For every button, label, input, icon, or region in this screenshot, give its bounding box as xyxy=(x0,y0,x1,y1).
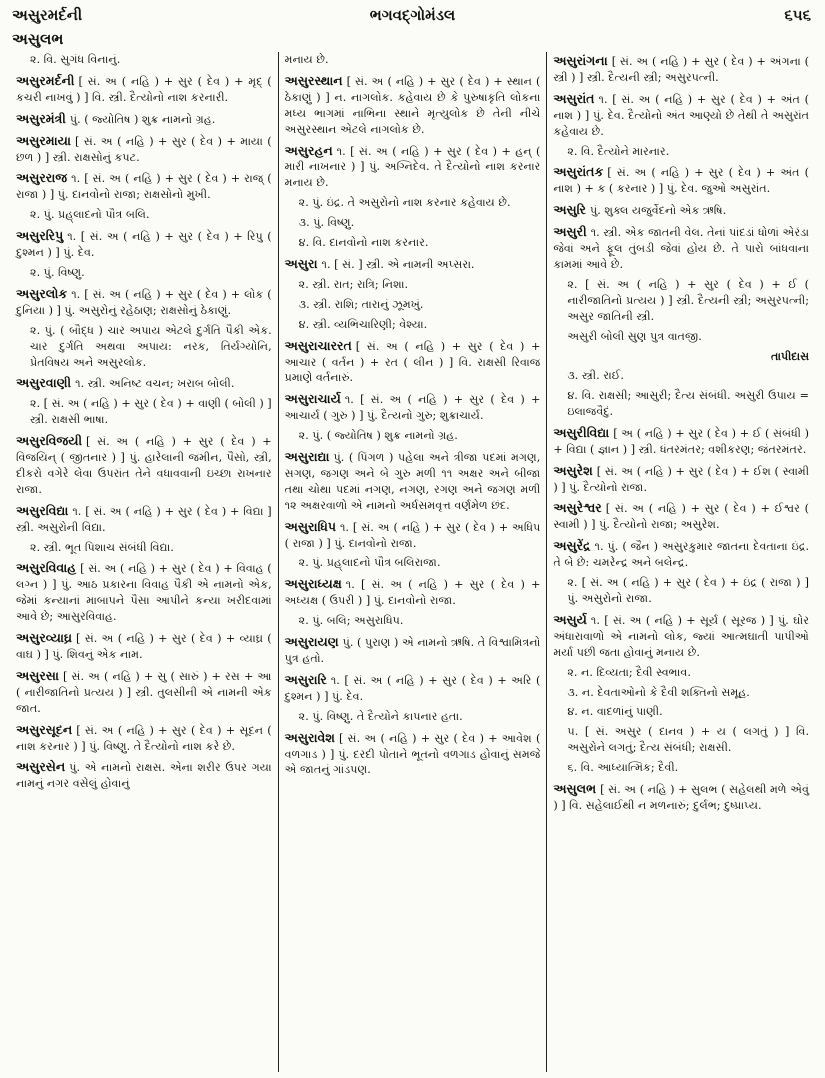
definition: ૨. પું. વિષ્ણુ. તે દૈત્યોને કાપનાર હતા. xyxy=(298,709,463,723)
dictionary-entry xyxy=(16,502,272,536)
entry-sense xyxy=(553,685,809,701)
entry-sense xyxy=(285,709,541,725)
dictionary-columns xyxy=(10,52,815,1072)
definition: ૧. [ સં. અ ( નહિ ) + સૂર્ય ( સૂરજ ) ] પું. ઘોર અંધારાવાળો એ નામનો લોક, જ્યાં આત્મઘાતી પાપીઓ મર્યા પછી જતા હોવાનું મનાય છે. xyxy=(553,613,810,659)
dictionary-entry xyxy=(553,163,809,197)
dictionary-entry xyxy=(553,223,809,273)
definition: ૧. [ સં. અ ( નહિ ) + સુર ( દેવ ) + વિદ્યા ] સ્ત્રી. અસુરોની વિદ્યા. xyxy=(16,504,272,534)
definition: [ સં. અ ( નહિ ) + સુર ( દેવ ) + અંત ( નાશ ) + ક ( કરનાર ) ] પું. દેવ. જુઓ અસુરાંત. xyxy=(553,166,810,196)
headword: અસુરસેન xyxy=(16,759,66,775)
page-header xyxy=(0,0,825,30)
definition: ૪. વિ. રાક્ષસી; આસુરી; દૈત્ય સંબંધી. અસુરી ઉપાય = ઇલાજવૈદું. xyxy=(567,389,810,418)
entry-sense xyxy=(553,277,809,325)
dictionary-entry xyxy=(285,671,541,705)
left-guide-word: અસુરમર્દની xyxy=(12,6,83,24)
headword: અસુરરાજ xyxy=(16,170,68,186)
definition: તાપીદાસ xyxy=(770,349,810,363)
dictionary-entry xyxy=(16,432,272,498)
dictionary-entry xyxy=(553,537,809,571)
headword: અસુરવિદ્યા xyxy=(16,502,69,518)
dictionary-entry xyxy=(16,227,272,261)
headword: અસુરવિજયી xyxy=(16,433,83,449)
definition: [ અ ( નહિ ) + સુર ( દેવ ) + ઈ ( સંબંધી ) + વિદ્યા ( જ્ઞાન ) ] સ્ત્રી. ધંતરમંતર; વશીકરણ; જંતરમંતર. xyxy=(553,426,810,456)
entry-sense xyxy=(16,323,272,371)
definition: [ સં. અ ( નહિ ) + સુર ( દેવ ) + આચાર ( વર્તન ) + રત ( લીન ) ] વિ. રાક્ષસી રિવાજ પ્રમાણે વર્તનારું. xyxy=(284,339,541,385)
definition: અસુરી બોલી સુણ પુત્ર વાતજી. xyxy=(567,329,702,343)
headword: અસુરાંતક xyxy=(553,164,604,180)
dictionary-entry xyxy=(16,721,272,755)
dictionary-entry xyxy=(285,390,541,424)
entry-sense xyxy=(285,215,541,231)
column-3 xyxy=(546,52,815,1072)
definition: ૨. વિ. દૈત્યોને મારનાર. xyxy=(567,144,670,158)
headword: અસુરવ્યાઘ્ર xyxy=(16,630,73,646)
definition: ૧. [ સં. અ ( નહિ ) + સુર ( દેવ ) + અંત ( નાશ ) ] પું. દેવ. દૈત્યોનો અંત આણ્યો છે તેથી તે અસુરાંત કહેવાય છે. xyxy=(553,92,810,138)
headword: અસુરિ xyxy=(553,202,586,218)
dictionary-entry xyxy=(553,499,809,533)
definition: ૧. [ સં. અ ( નહિ ) + સુર ( દેવ ) + લોક ( દુનિયા ) ] પું. અસુરોનું રહેઠાણ; રાક્ષસોનું ઠેકાણું. xyxy=(16,287,272,317)
definition: ૪. ન. વાદળાંનું પાણી. xyxy=(567,705,663,719)
dictionary-entry xyxy=(285,255,541,273)
entry-sense xyxy=(285,235,541,251)
dictionary-entry xyxy=(16,667,272,717)
definition: ૨. [ સં. અ ( નહિ ) + સુર ( દેવ ) + વાણી ( બોલી ) ] સ્ત્રી. રાક્ષસી ભાષા. xyxy=(30,397,272,427)
definition: ૩. સ્ત્રી. રાઈ. xyxy=(567,369,624,383)
definition: પું. ( પુરાણ ) એ નામનો ઋષિ. તે વિશ્વામિત્રનો પુત્ર હતો. xyxy=(284,636,541,665)
definition: પું. શુક્લ યજુર્વેદનો એક ઋષિ. xyxy=(589,204,727,218)
definition: ૨. સ્ત્રી. ભૂત પિશાચ સંબંધી વિદ્યા. xyxy=(30,540,174,554)
entry-sense xyxy=(553,760,809,776)
definition: ૩. સ્ત્રી. રાશિ; તારાનું ઝૂમખું. xyxy=(298,297,424,311)
dictionary-entry xyxy=(16,132,272,166)
headword: અસુરાચારરત xyxy=(284,337,352,353)
definition: ૧. [ સં. અ ( નહિ ) + સુર ( દેવ ) + હન્ ( મારી નાખનાર ) ] પું. અગ્નિદેવ. તે દૈત્યોનો નાશ કરનાર મનાય છે. xyxy=(284,144,541,190)
headword: અસુરસ્થાન xyxy=(284,72,343,88)
definition: [ સં. અ ( નહિ ) + સુ ( સારું ) + રસ + આ ( નારીજાતિનો પ્રત્યય ) ] સ્ત્રી. તુલસીની એ નામની એક જાત. xyxy=(16,669,272,715)
dictionary-entry xyxy=(16,169,272,203)
dictionary-entry xyxy=(553,611,809,661)
entry-sense xyxy=(16,265,272,281)
dictionary-entry xyxy=(16,72,272,106)
definition: ૨. ન. દિવ્યતા; દૈવી સ્વભાવ. xyxy=(567,665,691,679)
definition: ૨. વિ. સુગંધ વિનાનું. xyxy=(30,53,121,66)
definition: ૩. પું. વિષ્ણુ. xyxy=(298,216,355,230)
definition: ૨. [ સં. અ ( નહિ ) + સુર ( દેવ ) + ઈ ( નારીજાતિનો પ્રત્યય ) ] સ્ત્રી. દૈત્યની સ્ત્રી; અસુરપત્ની; અસુર જાતિની સ્ત્રી. xyxy=(567,277,810,323)
definition: [ સં. અ ( નહિ ) + સુર ( દેવ ) + અંગના ( સ્ત્રી ) ] સ્ત્રી. દૈત્યની સ્ત્રી; અસુરપત્ની. xyxy=(553,55,810,84)
headword: અસુરાંત xyxy=(553,90,595,106)
entry-sense xyxy=(553,575,809,607)
definition: [ સં. અ ( નહિ ) + સુર ( દેવ ) + માયા ( છળ ) ] સ્ત્રી. રાક્ષસોનું કપટ. xyxy=(16,134,272,164)
entry-sense xyxy=(553,724,809,756)
dictionary-entry xyxy=(285,142,541,192)
headword: અસુરેશ xyxy=(553,462,593,478)
entry-sense xyxy=(16,540,272,556)
dictionary-entry xyxy=(16,285,272,319)
definition: [ સં. અ ( નહિ ) + સુર ( દેવ ) + વિજયિન્ ( જીતનાર ) ] પું. હારેલાની જમીન, પૈસો, સ્ત્રી, દીકરો વગેરે લેવા ઉપરાંત તેને વધાવવાની ઇચ્છા રાખનાર રાજા. xyxy=(16,435,272,496)
headword: અસુર્ય xyxy=(553,611,587,627)
definition: ૬. વિ. આધ્યાત્મિક; દૈવી. xyxy=(567,761,679,775)
definition: ૨. [ સં. અ ( નહિ ) + સુર ( દેવ ) + ઇંદ્ર ( રાજા ) ] પું. અસુરોનો રાજા. xyxy=(567,576,810,605)
headword: અસુલભ xyxy=(553,781,597,797)
headword: અસુરાધિપ xyxy=(284,518,336,534)
headword: અસુરમર્દની xyxy=(16,72,75,88)
dictionary-entry xyxy=(285,448,541,514)
definition: ૧. [ સં. અ ( નહિ ) + સુર ( દેવ ) + આચાર્ય ( ગુરુ ) ] પું. દૈત્યનો ગુરુ; શુક્રાચાર્ય. xyxy=(284,393,541,423)
entry-sense xyxy=(16,396,272,428)
headword: અસુરાધ્યક્ષ xyxy=(284,576,342,592)
headword: અસુરી xyxy=(553,224,587,240)
headword: અસુરા xyxy=(284,255,318,271)
dictionary-entry xyxy=(553,462,809,496)
dictionary-entry xyxy=(553,90,809,140)
definition: પું. એ નામનો રાક્ષસ. એના શરીર ઉપર ગયા નામનું નગર વસેલું હોવાનું xyxy=(16,761,272,791)
dictionary-entry xyxy=(553,424,809,458)
definition: ૧. [ સં. અ ( નહિ ) + સુર ( દેવ ) + અધિપ ( રાજા ) ] પું. દાનવોનો રાજા. xyxy=(284,520,541,550)
entry-sense xyxy=(285,317,541,333)
dictionary-entry xyxy=(285,575,541,609)
definition: ૨. સ્ત્રી. રાત; રાત્રિ; નિશા. xyxy=(298,277,408,291)
book-title: ભગવદ્‌ગોમંડલ xyxy=(369,6,456,24)
definition: ૧. [ સં. અ ( નહિ ) + સુર ( દેવ ) + રિપુ ( દુશ્મન ) ] પું. દેવ. xyxy=(16,230,272,260)
definition: ૪. સ્ત્રી. વ્યભિચારિણી; વેશ્યા. xyxy=(298,317,428,331)
definition: ૧. [ સં. ] સ્ત્રી. એ નામની અપ્સરા. xyxy=(321,257,475,271)
headword: અસુરાચાર્ય xyxy=(284,391,341,407)
definition: ૨. પું. ( બૌદ્ધ ) ચાર અપાય એટલે દુર્ગતિ પૈકી એક. ચાર દુર્ગતિ અથવા અપાય: નરક, તિર્યગ્યોનિ, પ્રેતવિષય અને અસુરલોક. xyxy=(30,323,272,369)
headword: અસુરરિપુ xyxy=(16,228,64,244)
headword: અસુરહન xyxy=(284,142,333,158)
headword: અસુરીવિદ્યા xyxy=(553,424,610,440)
entry-sense xyxy=(16,207,272,223)
entry-sense xyxy=(553,388,809,420)
entry-sense xyxy=(285,52,541,68)
definition: [ સં. અ ( નહિ ) + સુર ( દેવ ) + સૂદન ( નાશ કરનાર ) ] પું. વિષ્ણુ. તે દૈત્યોનો નાશ કરે છે. xyxy=(16,723,272,753)
definition: [ સં. અ ( નહિ ) + સુર ( દેવ ) + સ્થાન ( ઠેકાણું ) ] ન. નાગલોક. કહેવાય છે કે પુરુષાકૃતિ લોકના મધ્ય ભાગમાં નાભિના સ્થાને મૃત્યુલોક છે તેની નીચે અસુરસ્થાન એટલે નાગલોક છે. xyxy=(284,74,541,136)
definition: [ સં. અ ( નહિ ) + સુર ( દેવ ) + વિવાહ ( લગ્ન ) ] પું. આઠ પ્રકારના વિવાહ પૈકી એ નામનો એક, જેમાં કન્યાનાં માબાપને પૈસા આપીને કન્યા ખરીદવામાં આવે છે; આસુરવિવાહ. xyxy=(16,562,272,624)
definition: ૨. પું. બલિ; અસુરાધિપ. xyxy=(298,614,404,628)
headword: અસુરવિવાહ xyxy=(16,560,77,576)
definition: ૧. સ્ત્રી. અનિષ્ટ વચન; ખરાબ બોલી. xyxy=(75,377,235,391)
dictionary-entry xyxy=(16,110,272,128)
dictionary-entry xyxy=(16,374,272,392)
headword: અસુરલોક xyxy=(16,285,68,301)
definition: પું. ( પિંગળ ) પહેલા અને ત્રીજા પદમાં મગણ, સગણ, જગણ અને બે ગુરુ મળી ૧૧ અક્ષર અને બીજા તથા ચોથા પદમાં નગણ, નગણ, રગણ અને જગણ મળી ૧૨ અક્ષરવાળો એ નામનો અર્ધસમવૃત્ત વર્ણમેળ છંદ. xyxy=(284,451,541,512)
entry-sense xyxy=(285,555,541,571)
column-1 xyxy=(10,52,278,1072)
entry-sense xyxy=(553,368,809,384)
definition: ૧. [ સં. અ ( નહિ ) + સુર ( દેવ ) + અધ્યક્ષ ( ઉપરી ) ] પું. દાનવોનો રાજા. xyxy=(284,578,541,608)
headword: અસુરેંદ્ર xyxy=(553,538,591,554)
dictionary-entry xyxy=(285,72,541,138)
definition: ૧. [ સં. અ ( નહિ ) + સુર ( દેવ ) + રાજ્ ( રાજા ) ] પું. દાનવોનો રાજા; રાક્ષસોનો મુખી. xyxy=(16,172,272,202)
definition: પું. ( જ્યોતિષ ) શુક્ર નામનો ગ્રહ. xyxy=(69,112,216,126)
definition: [ સં. અ ( નહિ ) + સુર ( દેવ ) + મૃદ્ ( કચરી નાખવું ) ] વિ. સ્ત્રી. દૈત્યોનો નાશ કરનારી. xyxy=(16,74,272,104)
dictionary-entry xyxy=(553,780,809,814)
headword: અસુરવાણી xyxy=(16,375,72,391)
definition: ૧. સ્ત્રી. એક જાતની વેલ. તેનાં પાંદડાં ધોળાં એરંડા જેવાં અને ફૂલ તુંબડી જેવાં હોય છે. તે પારો બાંધવાના કામમાં આવે છે. xyxy=(553,226,810,271)
definition: ૪. વિ. દાનવોનો નાશ કરનાર. xyxy=(298,236,429,250)
headword: અસુરાવેશ xyxy=(284,729,335,745)
headword: અસુરાંગના xyxy=(553,53,608,68)
definition: ૨. પું. ઇંદ્ર. તે અસુરોનો નાશ કરનાર કહેવાય છે. xyxy=(298,196,511,210)
definition: [ સં. અ ( નહિ ) + સુર ( દેવ ) + ઈશ્વર ( સ્વામી ) ] પું. દૈત્યોનો રાજા; અસુરેશ. xyxy=(553,502,810,532)
entry-sense xyxy=(285,195,541,211)
definition: [ સં. અ ( નહિ ) + સુર ( દેવ ) + ઈશ ( સ્વામી ) ] પું. દૈત્યોનો રાજા. xyxy=(553,464,810,494)
definition: ૩. ન. દેવતાઓનો કે દૈવી શક્તિનો સમૂહ. xyxy=(567,685,750,699)
headword: અસુરાદ્યા xyxy=(284,449,330,465)
definition: મનાય છે. xyxy=(284,53,329,66)
definition: [ સં. અ ( નહિ ) + સુલભ ( સહેલથી મળે એવું ) ] વિ. સહેલાઈથી ન મળનારું; દુર્લભ; દુષ્પ્રાપ્ય. xyxy=(553,783,810,812)
dictionary-entry xyxy=(16,629,272,663)
entry-sense xyxy=(553,144,809,160)
headword: અસુરારિ xyxy=(284,671,327,687)
definition: [ સં. અ ( નહિ ) + સુર ( દેવ ) + આવેશ ( વળગાડ ) ] પું. દરદી પોતાને ભૂતનો વળગાડ હોવાનું સમજે એ જાતનું ગાંડપણ. xyxy=(284,731,541,777)
definition: ૨. પું. ( જ્યોતિષ ) શુક્ર નામનો ગ્રહ. xyxy=(298,429,458,443)
definition: ૫. [ સં. અસુર ( દાનવ ) + ય ( લગતું ) ] વિ. અસુરોને લગતું; દૈત્ય સંબંધી; રાક્ષસી. xyxy=(567,725,810,755)
headword: અસુરસા xyxy=(16,667,59,683)
headword: અસુરસૂદન xyxy=(16,721,73,737)
dictionary-entry xyxy=(285,518,541,552)
entry-sense xyxy=(553,329,809,345)
dictionary-entry xyxy=(285,337,541,387)
entry-sense xyxy=(16,52,272,68)
entry-sense xyxy=(285,297,541,313)
dictionary-entry xyxy=(553,52,809,86)
headword: અસુરેશ્વર xyxy=(553,500,602,516)
page-number: ૬૫૬ xyxy=(784,6,811,24)
entry-sense xyxy=(285,277,541,293)
definition: ૨. પું. પ્રહ્‌લાદનો પૌત્ર બલિ. xyxy=(30,208,150,222)
definition: ૧. પું. ( જૈન ) અસુરકુમાર જાતના દેવતાના ઇંદ્ર. તે બે છે: ચમરેન્દ્ર અને બલેન્દ્ર. xyxy=(553,540,810,570)
dictionary-entry xyxy=(285,729,541,779)
dictionary-entry xyxy=(16,758,272,792)
definition: [ સં. અ ( નહિ ) + સુર ( દેવ ) + વ્યાઘ્ર ( વાઘ ) ] પું. શિવનું એક નામ. xyxy=(16,632,272,661)
entry-sense xyxy=(285,428,541,444)
column-2 xyxy=(278,52,547,1072)
dictionary-entry xyxy=(553,201,809,219)
definition: ૨. પું. પ્રહ્‌લાદનો પૌત્ર બલિરાજા. xyxy=(298,556,441,570)
entry-sense xyxy=(285,613,541,629)
headword: અસુરમાયા xyxy=(16,132,71,148)
headword: અસુરમંત્રી xyxy=(16,110,66,126)
definition: ૨. પું. વિષ્ણુ. xyxy=(30,265,85,279)
right-guide-word: અસુલભ xyxy=(12,30,64,48)
entry-sense xyxy=(553,665,809,681)
definition: ૧. [ સં. અ ( નહિ ) + સુર ( દેવ ) + અરિ ( દુશ્મન ) ] પું. દેવ. xyxy=(284,673,541,703)
dictionary-entry xyxy=(16,559,272,625)
entry-sense xyxy=(553,704,809,720)
dictionary-entry xyxy=(285,633,541,667)
quote-attribution xyxy=(553,349,809,365)
headword: અસુરાયણ xyxy=(284,634,339,650)
